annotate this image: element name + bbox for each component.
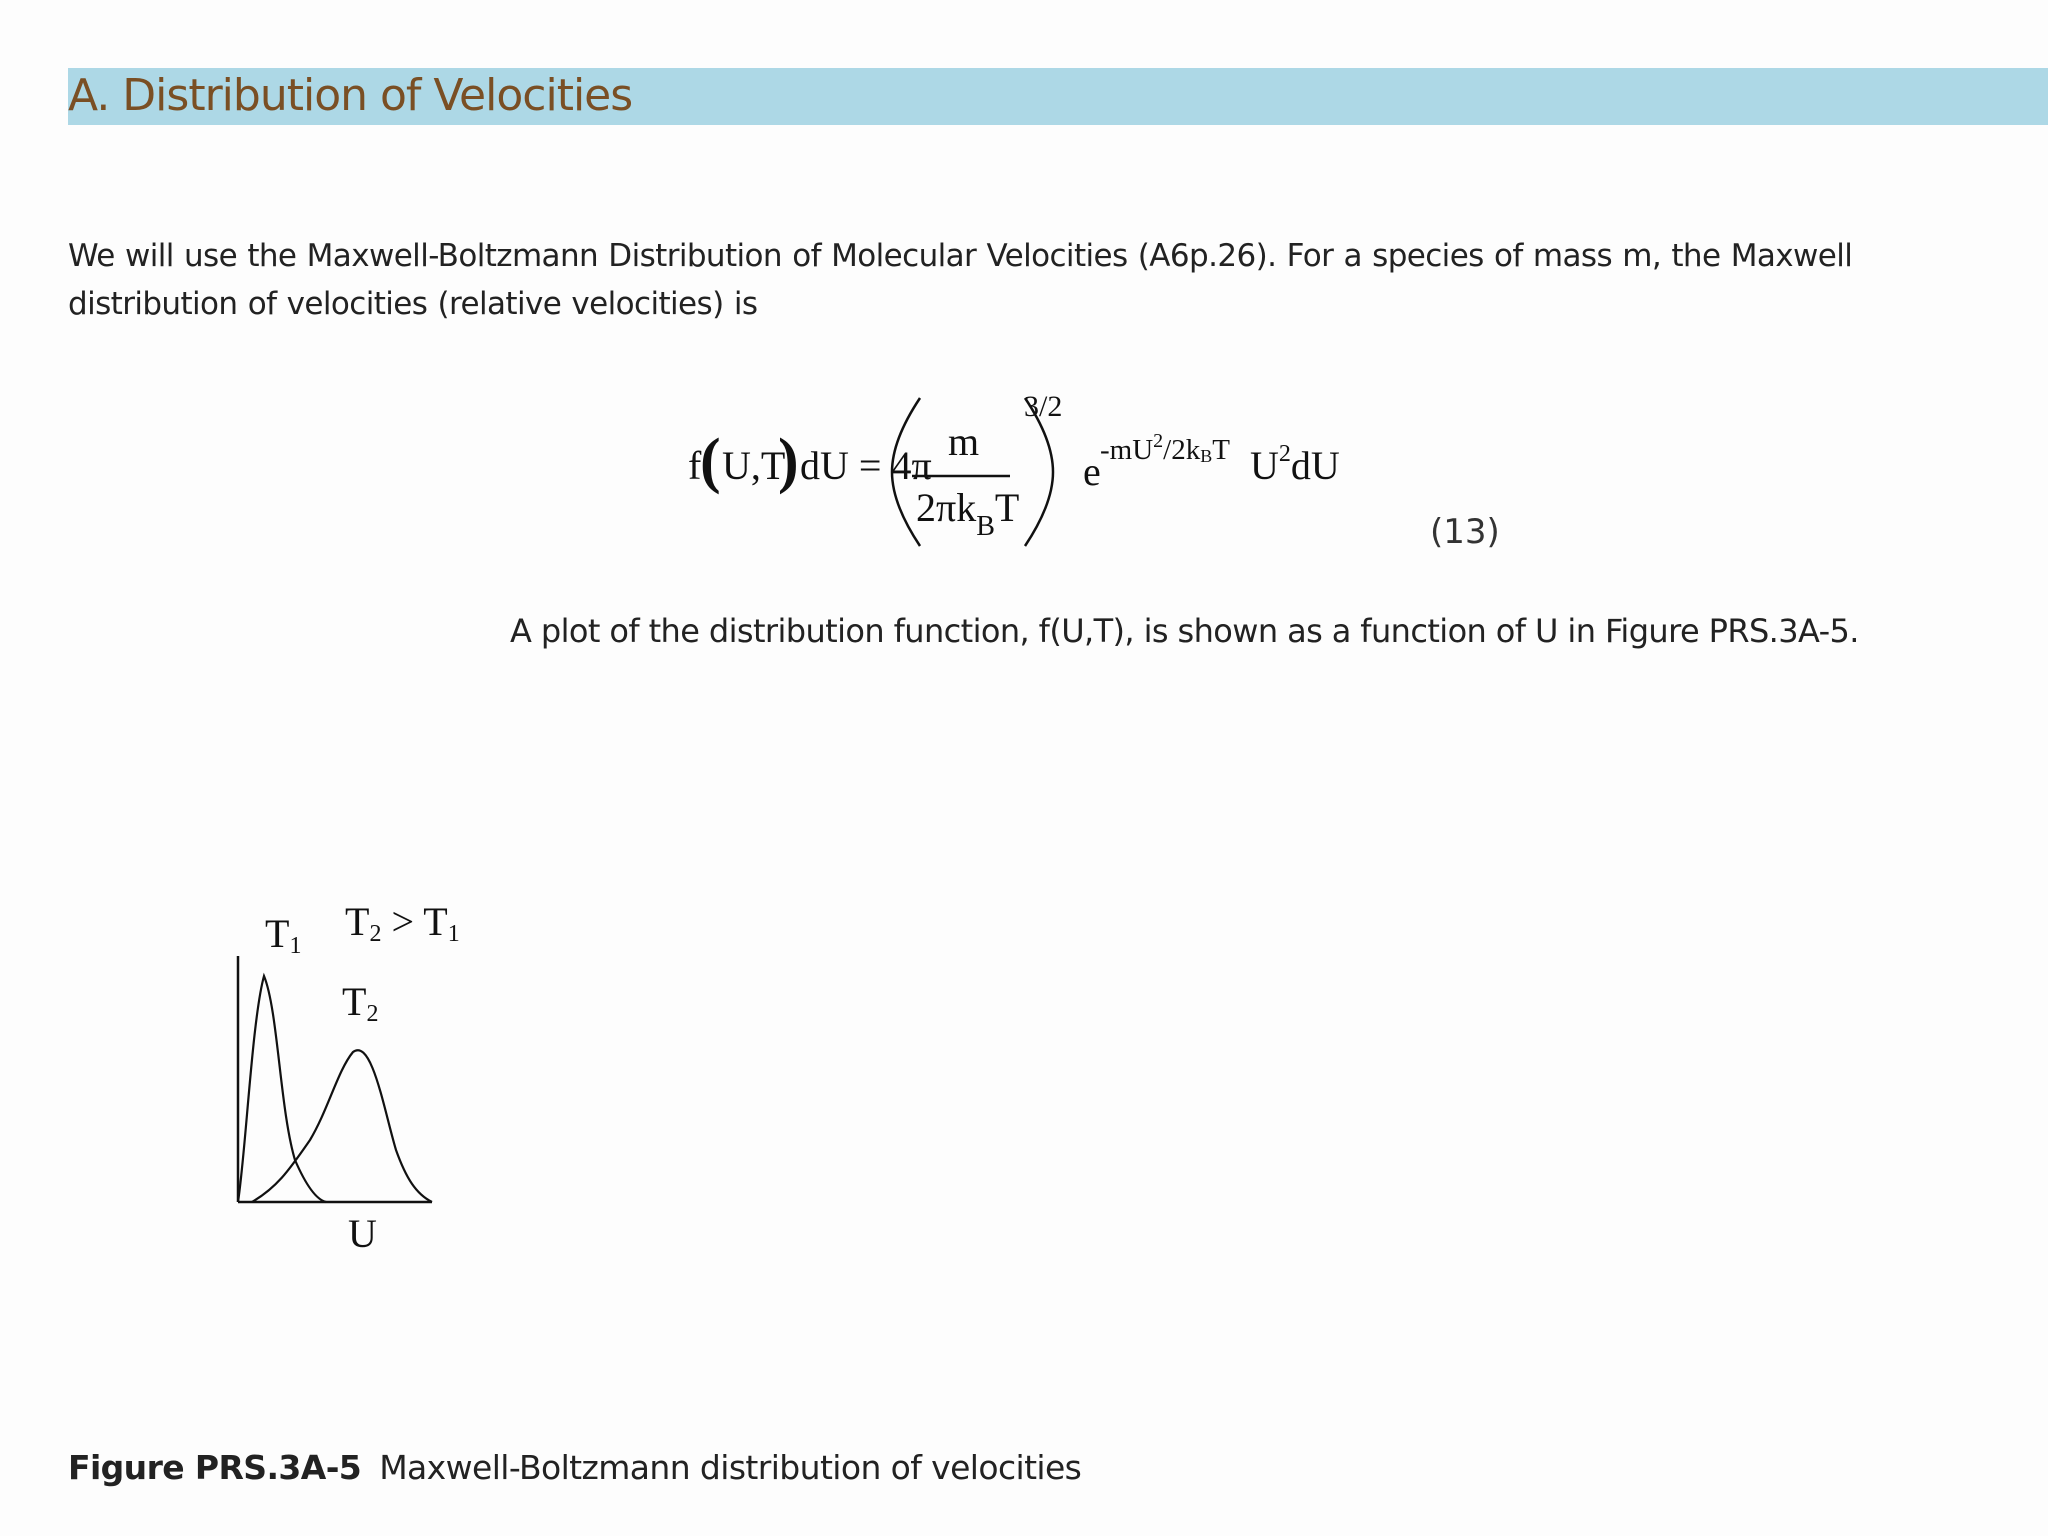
maxwell-boltzmann-figure — [220, 899, 500, 1270]
eq-denominator: $2\pi k_BT$ — [916, 485, 1020, 542]
t1-curve — [238, 976, 326, 1202]
label-t2: $T_2$ — [342, 979, 379, 1027]
t2-curve — [252, 1050, 432, 1202]
eq-lhs-f: f — [688, 443, 702, 488]
eq-tail: $U^2dU$ — [1250, 441, 1340, 488]
x-axis-label: U — [348, 1211, 377, 1256]
section-title: A. Distribution of Velocities — [68, 70, 633, 121]
eq-exp-power: $-mU^2/2kBT$ — [1100, 430, 1230, 466]
figure-caption — [68, 1448, 1081, 1487]
eq-power: 3/2 — [1024, 390, 1063, 423]
section-header-bar — [68, 68, 2048, 125]
figure-id: Figure PRS.3A-5 — [68, 1448, 362, 1487]
label-temperature-relation: $T_2 > T_1$ — [345, 899, 460, 947]
equation-number: (13) — [1430, 512, 1500, 552]
maxwell-equation — [680, 380, 1400, 570]
eq-exp-base: e — [1083, 449, 1101, 494]
figure-caption-text: Maxwell-Boltzmann distribution of velocities — [379, 1448, 1082, 1487]
eq-numerator: m — [948, 419, 980, 464]
label-t1: $T_1$ — [265, 911, 302, 959]
eq-lhs-rest: dU = 4π — [800, 443, 932, 488]
plot-description: A plot of the distribution function, f(U,T), is shown as a function of U in Figure PRS.3A-5. — [510, 612, 1859, 650]
eq-lhs-args: U,T — [722, 443, 786, 488]
intro-paragraph: We will use the Maxwell-Boltzmann Distribution of Molecular Velocities (A6p.26). For a species of mass m, the Maxwell distribution of velocities (relative velocities) is — [68, 238, 1853, 322]
eq-lhs-paren-close: ) — [778, 427, 799, 495]
eq-lhs-paren-open: ( — [700, 427, 721, 495]
